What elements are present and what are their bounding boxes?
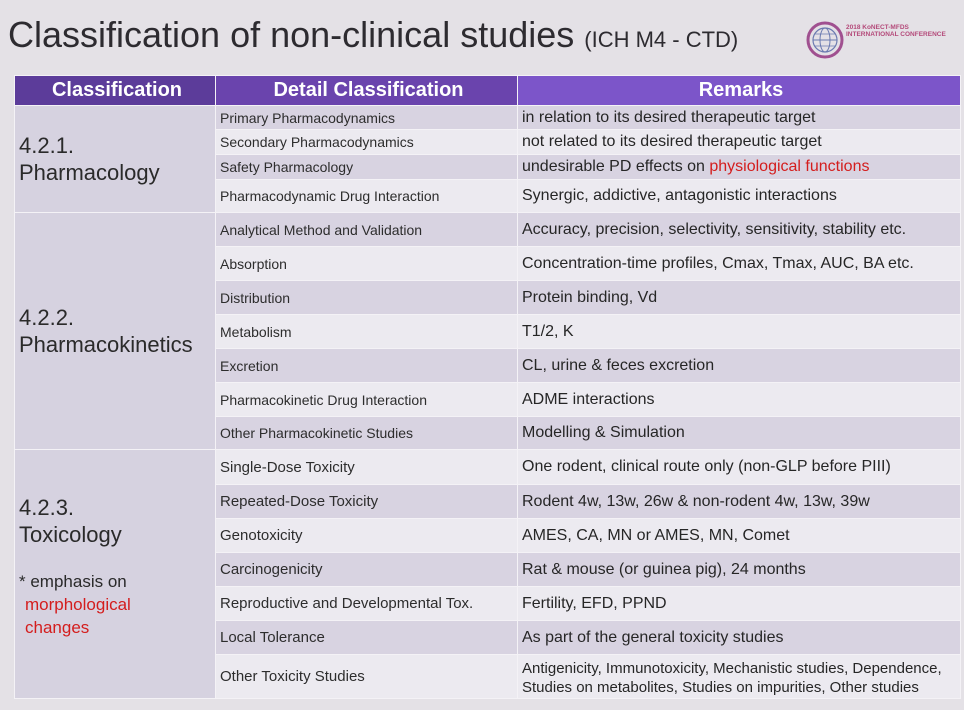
detail-cell: Local Tolerance	[216, 621, 518, 655]
category-note	[19, 570, 215, 639]
logo-text: 2018 KoNECT-MFDS INTERNATIONAL CONFERENCE	[846, 24, 946, 38]
detail-cell: Absorption	[216, 247, 518, 281]
detail-cell: Pharmacokinetic Drug Interaction	[216, 383, 518, 417]
detail-cell: Safety Pharmacology	[216, 155, 518, 180]
detail-cell: Repeated-Dose Toxicity	[216, 485, 518, 519]
slide-title-text: Classification of non-clinical studies	[8, 14, 575, 55]
detail-cell: Primary Pharmacodynamics	[216, 106, 518, 130]
header-remarks: Remarks	[518, 76, 961, 106]
note-highlight: changes	[25, 618, 90, 637]
remark-line: Studies on metabolites, Studies on impurities, Other studies	[522, 678, 919, 696]
slide-title	[8, 14, 738, 56]
detail-cell: Single-Dose Toxicity	[216, 450, 518, 485]
detail-cell: Excretion	[216, 349, 518, 383]
remark-cell: ADME interactions	[518, 383, 961, 417]
category-pharmacology	[15, 106, 216, 213]
category-pharmacokinetics	[15, 213, 216, 450]
remark-cell: Accuracy, precision, selectivity, sensitivity, stability etc.	[518, 213, 961, 247]
remark-cell: As part of the general toxicity studies	[518, 621, 961, 655]
remark-cell: AMES, CA, MN or AMES, MN, Comet	[518, 519, 961, 553]
remark-cell: T1/2, K	[518, 315, 961, 349]
classification-table	[14, 75, 961, 699]
category-name: Toxicology	[19, 522, 122, 547]
remark-cell: Modelling & Simulation	[518, 417, 961, 450]
slide-subtitle: (ICH M4 - CTD)	[584, 27, 739, 52]
category-name: Pharmacokinetics	[19, 332, 193, 357]
category-number: 4.2.1.	[19, 133, 75, 158]
table-row	[15, 213, 961, 247]
remark-cell: Concentration-time profiles, Cmax, Tmax, AUC, BA etc.	[518, 247, 961, 281]
remark-cell: Rodent 4w, 13w, 26w & non-rodent 4w, 13w, 39w	[518, 485, 961, 519]
category-number: 4.2.3.	[19, 495, 75, 520]
remark-highlight: physiological functions	[709, 158, 870, 175]
detail-cell: Reproductive and Developmental Tox.	[216, 587, 518, 621]
globe-icon	[806, 14, 846, 66]
header-classification: Classification	[15, 76, 216, 106]
table-row	[15, 106, 961, 130]
remark-cell: not related to its desired therapeutic target	[518, 130, 961, 155]
remark-cell: CL, urine & feces excretion	[518, 349, 961, 383]
table-header-row	[15, 76, 961, 106]
detail-cell: Pharmacodynamic Drug Interaction	[216, 180, 518, 213]
detail-cell: Distribution	[216, 281, 518, 315]
remark-cell: Rat & mouse (or guinea pig), 24 months	[518, 553, 961, 587]
detail-cell: Metabolism	[216, 315, 518, 349]
remark-line: Antigenicity, Immunotoxicity, Mechanistic studies, Dependence,	[522, 659, 942, 677]
detail-cell: Other Pharmacokinetic Studies	[216, 417, 518, 450]
remark-cell: Synergic, addictive, antagonistic interactions	[518, 180, 961, 213]
detail-cell: Analytical Method and Validation	[216, 213, 518, 247]
remark-cell: in relation to its desired therapeutic target	[518, 106, 961, 130]
category-toxicology	[15, 450, 216, 699]
category-number: 4.2.2.	[19, 305, 75, 330]
detail-cell: Secondary Pharmacodynamics	[216, 130, 518, 155]
remark-cell: One rodent, clinical route only (non-GLP before PIII)	[518, 450, 961, 485]
category-name: Pharmacology	[19, 160, 160, 185]
note-text: * emphasis on	[19, 572, 127, 591]
remark-cell	[518, 655, 961, 699]
detail-cell: Genotoxicity	[216, 519, 518, 553]
remark-cell	[518, 155, 961, 180]
conference-logo	[806, 14, 960, 66]
note-highlight: morphological	[25, 595, 131, 614]
header-detail-classification: Detail Classification	[216, 76, 518, 106]
detail-cell: Other Toxicity Studies	[216, 655, 518, 699]
remark-text: undesirable PD effects on	[522, 158, 710, 175]
table-row	[15, 450, 961, 485]
remark-cell: Protein binding, Vd	[518, 281, 961, 315]
detail-cell: Carcinogenicity	[216, 553, 518, 587]
remark-cell: Fertility, EFD, PPND	[518, 587, 961, 621]
